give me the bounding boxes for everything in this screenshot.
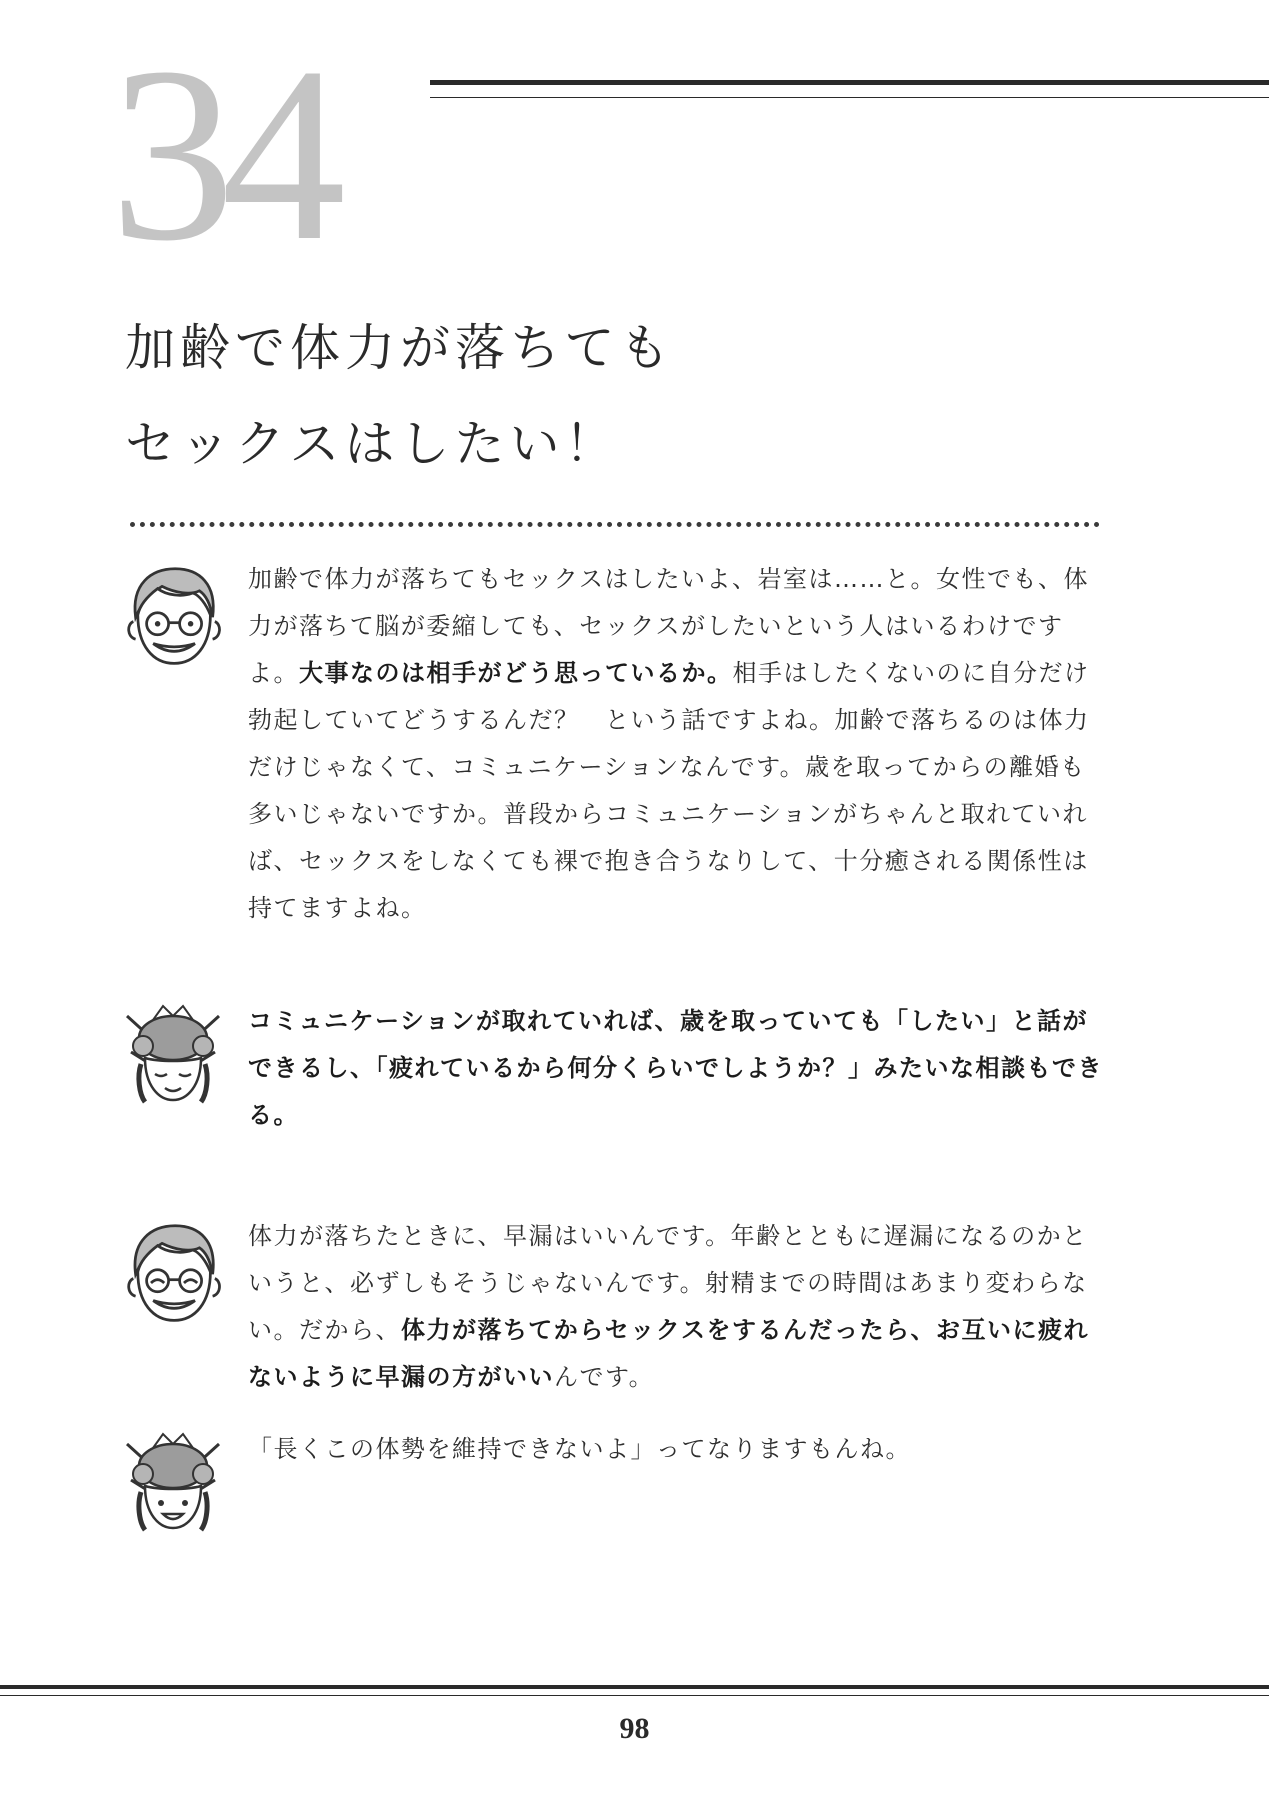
speech-1-emphasis: 大事なのは相手がどう思っているか。 (299, 659, 733, 687)
header-rule (430, 80, 1269, 98)
speech-text-2: コミュニケーションが取れていれば、歳を取っていても「したい」と話ができるし、「疲れているから何分くらいでしようか？」みたいな相談もできる。 (248, 1007, 1103, 1129)
footer-rule (0, 1685, 1269, 1696)
man-with-glasses-avatar-icon (118, 560, 228, 670)
geisha-woman-smiling-avatar-icon (118, 1430, 228, 1540)
speech-1-text-b: 相手はしたくないのに自分だけ勃起していてどうするんだ？ という話ですよね。加齢で落ちるのは体力だけじゃなくて、コミュニケーションなんです。歳を取ってからの離婚も多いじゃないですか。普段からコミュニケーションがちゃんと取れていれば、セックスをしなくても裸で抱き合うなりして、十分癒される関係性は持てますよね。 (248, 659, 1090, 922)
speech-3-emphasis: 体力が落ちてからセックスをするんだったら、お互いに疲れないように早漏の方がいい (248, 1316, 1090, 1391)
geisha-woman-avatar-icon (118, 1002, 228, 1112)
chapter-number: 34 (110, 16, 332, 293)
speech-3-text-a: 体力が落ちたときに、早漏はいいんです。年齢とともに遅漏になるのかというと、必ずしもそうじゃないんです。射精までの時間はあまり変わらない。だから、 (248, 1222, 1088, 1344)
chapter-title-line-2: セックスはしたい！ (125, 415, 620, 473)
speech-text-3 (248, 1213, 1108, 1401)
speech-text-1 (248, 556, 1108, 932)
speech-1-text-a: 加齢で体力が落ちてもセックスはしたいよ、岩室は……と。女性でも、体力が落ちて脳が委縮しても、セックスがしたいという人はいるわけですよ。 (248, 565, 1090, 687)
man-with-glasses-laughing-avatar-icon (118, 1217, 228, 1327)
dotted-divider (130, 522, 1100, 527)
page-number: 98 (619, 1712, 650, 1745)
speech-3-text-b: んです。 (554, 1363, 655, 1391)
chapter-title-line-1: 加齢で体力が落ちても (125, 319, 675, 377)
speech-text-4: 「長くこの体勢を維持できないよ」ってなりますもんね。 (248, 1435, 911, 1463)
chapter-title (125, 300, 675, 492)
